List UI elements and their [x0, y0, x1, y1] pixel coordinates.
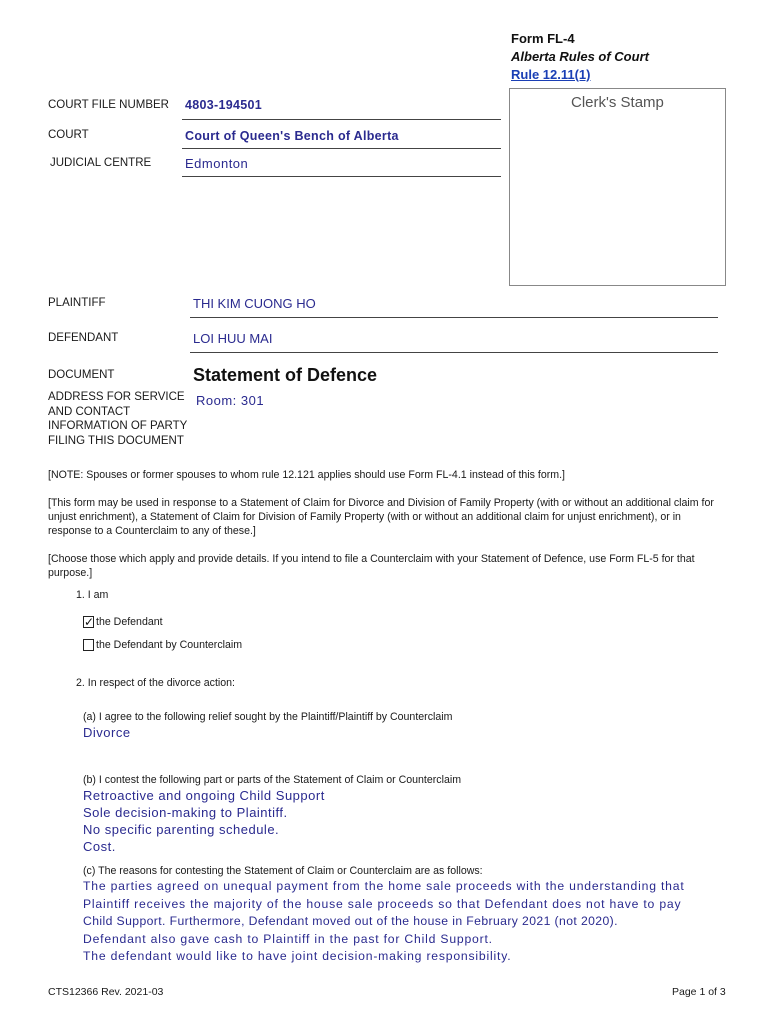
court-file-number-line	[182, 119, 501, 120]
section-2c-answer[interactable]	[83, 878, 733, 966]
form-number: Form FL-4	[511, 31, 575, 46]
judicial-centre-value[interactable]: Edmonton	[185, 156, 249, 171]
court-file-number-value[interactable]: 4803-194501	[185, 98, 262, 112]
note-form-fl41: [NOTE: Spouses or former spouses to whom rule 12.121 applies should use Form FL-4.1 instead of this form.]	[48, 469, 565, 481]
clerks-stamp-label: Clerk's Stamp	[571, 94, 664, 111]
section-2b-label: (b) I contest the following part or parts of the Statement of Claim or Counterclaim	[83, 774, 462, 786]
address-label	[48, 390, 187, 448]
clerks-stamp-box	[509, 88, 726, 286]
section-2-heading: 2. In respect of the divorce action:	[76, 677, 235, 689]
reason-line: Defendant also gave cash to Plaintiff in the past for Child Support.	[83, 931, 493, 946]
checkbox-checked-icon[interactable]: ✓	[84, 615, 95, 629]
plaintiff-line	[190, 317, 718, 318]
contested-item: No specific parenting schedule.	[83, 822, 280, 837]
contested-item: Cost.	[83, 839, 116, 854]
address-label-line: AND CONTACT	[48, 405, 131, 418]
note-choose: [Choose those which apply and provide details. If you intend to file a Counterclaim with your Statement of Defence, use Form FL-5 for that purpose.]	[48, 553, 695, 579]
address-value[interactable]: Room: 301	[196, 393, 265, 408]
checkbox-empty-icon[interactable]	[83, 639, 94, 651]
reason-line: Plaintiff receives the majority of the house sale proceeds so that Defendant does not have to pay	[83, 896, 682, 911]
defendant-line	[190, 352, 718, 353]
option-defendant[interactable]	[83, 615, 163, 629]
address-label-line: FILING THIS DOCUMENT	[48, 434, 184, 447]
option-defendant-counterclaim-label: the Defendant by Counterclaim	[96, 639, 243, 651]
contested-item: Sole decision-making to Plaintiff.	[83, 805, 288, 820]
plaintiff-label: PLAINTIFF	[48, 297, 106, 309]
form-code: CTS12366 Rev. 2021-03	[48, 986, 164, 998]
document-title: Statement of Defence	[193, 365, 378, 385]
rule-link[interactable]: Rule 12.11(1)	[511, 67, 591, 82]
defendant-value[interactable]: LOI HUU MAI	[193, 331, 273, 346]
reason-line: The parties agreed on unequal payment from the home sale proceeds with the understanding that	[83, 879, 685, 893]
court-file-number-label: COURT FILE NUMBER	[48, 99, 169, 111]
judicial-centre-line	[182, 176, 501, 177]
court-value[interactable]: Court of Queen's Bench of Alberta	[185, 129, 399, 143]
section-1-heading: 1. I am	[76, 589, 109, 601]
defendant-label: DEFENDANT	[48, 332, 119, 344]
judicial-centre-label: JUDICIAL CENTRE	[50, 157, 152, 169]
option-defendant-counterclaim[interactable]	[83, 638, 242, 652]
reason-line: Child Support. Furthermore, Defendant moved out of the house in February 2021 (not 2020).	[83, 914, 618, 928]
section-2a-label: (a) I agree to the following relief sought by the Plaintiff/Plaintiff by Counterclaim	[83, 711, 453, 723]
section-2c-label: (c) The reasons for contesting the Statement of Claim or Counterclaim are as follows:	[83, 865, 483, 877]
contested-item: Retroactive and ongoing Child Support	[83, 788, 325, 803]
section-2a-answer[interactable]: Divorce	[83, 725, 131, 740]
court-line	[182, 148, 501, 149]
court-label: COURT	[48, 129, 89, 141]
note-form-usage: [This form may be used in response to a Statement of Claim for Divorce and Division of Family Property (with or without an additional claim for unjust enrichment), a Statement of Claim for Division of Family Property (with or without an additional claim for unjust enrichment), or in response to a Counterclaim to any of these.]	[48, 497, 714, 537]
reason-line: The defendant would like to have joint decision-making responsibility.	[83, 949, 512, 963]
page-number: Page 1 of 3	[672, 986, 726, 998]
plaintiff-value[interactable]: THI KIM CUONG HO	[193, 296, 316, 311]
section-2b-answer[interactable]	[83, 787, 325, 855]
address-label-line: INFORMATION OF PARTY	[48, 420, 188, 432]
option-defendant-label: the Defendant	[96, 616, 163, 628]
rules-title: Alberta Rules of Court	[511, 49, 649, 64]
document-label: DOCUMENT	[48, 369, 115, 381]
address-label-line: ADDRESS FOR SERVICE	[48, 391, 185, 403]
